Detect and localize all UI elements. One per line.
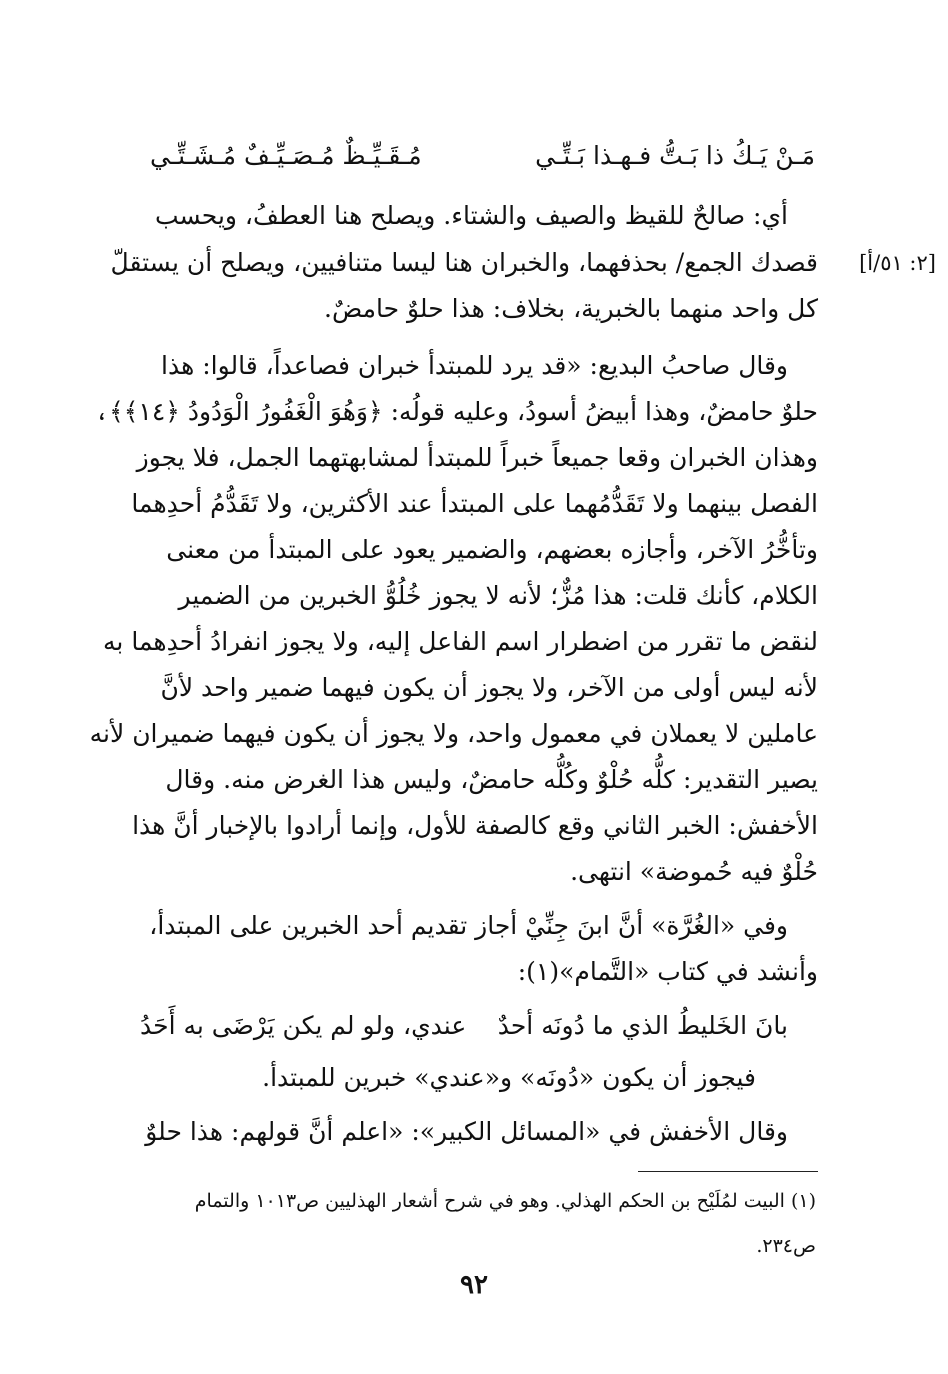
body-line: الكلام، كأنك قلت: هذا مُزٌّ؛ لأنه لا يجوز خُلُوُّ الخبرين من الضمير: [178, 581, 818, 610]
body-line: أي: صالحٌ للقيظ والصيف والشتاء. ويصلح هنا العطفُ، ويحسب: [154, 201, 788, 230]
body-line: الفصل بينهما ولا تَقَدُّمُهما على المبتدأ عند الأكثرين، ولا تَقَدُّمُ أحدِهما: [131, 489, 818, 518]
verse-middle-right-hemistich: بانَ الخَليطُ الذي ما دُونَه أحدٌ: [497, 1011, 788, 1040]
page-number: ٩٢: [460, 1270, 488, 1300]
body-line: عاملين لا يعملان في معمول واحد، ولا يجوز أن يكون فيهما ضميران لأنه: [89, 719, 818, 748]
footnote-separator: [638, 1171, 818, 1172]
body-line: وهذان الخبران وقعا جميعاً خبراً للمبتدأ لمشابهتهما الجمل، فلا يجوز: [136, 443, 818, 472]
body-line: يصير التقدير: كلُّه حُلْوٌ وكُلُّه حامضٌ، وليس هذا الغرض منه. وقال: [165, 765, 818, 794]
body-line: لنقض ما تقرر من اضطرار اسم الفاعل إليه، ولا يجوز انفرادُ أحدِهما به: [103, 627, 818, 656]
body-line: كل واحد منهما بالخبرية، بخلاف: هذا حلوٌ حامضٌ.: [324, 294, 818, 323]
body-line: وتأخُّرُ الآخر، وأجازه بعضهم، والضمير يعود على المبتدأ من معنى: [166, 535, 818, 564]
body-line: قصدك الجمع/ بحذفهما، والخبران هنا ليسا متنافيين، ويصلح أن يستقلّ: [110, 248, 818, 277]
verse-top-left-hemistich: مُـقَـيِّـظٌ مُـصَـيِّـفٌ مُـشَـتِّـي: [150, 141, 422, 170]
manuscript-folio-reference: [٢: ٥١/أ]: [859, 251, 936, 275]
body-line: الأخفش: الخبر الثاني وقع كالصفة للأول، وإنما أرادوا بالإخبار أنَّ هذا: [132, 811, 818, 840]
body-line: وأنشد في كتاب «التَّمام»(١):: [517, 957, 818, 986]
body-line: وقال صاحبُ البديع: «قد يرد للمبتدأ خبران فصاعداً، قالوا: هذا: [161, 351, 788, 380]
body-line: فيجوز أن يكون «دُونَه» و«عندي» خبرين للمبتدأ.: [262, 1063, 756, 1092]
body-line: لأنه ليس أولى من الآخر، ولا يجوز أن يكون فيهما ضمير واحد لأنَّ: [160, 673, 818, 702]
body-line: حلوٌ حامضٌ، وهذا أبيضُ أسودُ، وعليه قولُه: ﴿وَهُوَ الْغَفُورُ الْوَدُودُ ﴿١٤﴾﴾،: [94, 397, 818, 426]
body-line: حُلْوٌ فيه حُموضة» انتهى.: [570, 857, 818, 886]
body-line: وفي «الغُرَّة» أنَّ ابنَ جِنِّيْ أجاز تقديم أحد الخبرين على المبتدأ،: [149, 911, 788, 940]
verse-top-right-hemistich: مَـنْ يَـكُ ذا بَـتُّ فـهـذا بَـتِّـي: [535, 141, 815, 170]
footnote-line: ص٢٣٤.: [756, 1235, 816, 1257]
verse-middle-left-hemistich: عندي، ولو لم يكن يَرْضَى به أَحَدُ: [140, 1011, 467, 1040]
footnote-line: (١) البيت لمُلَيْح بن الحكم الهذلي. وهو في شرح أشعار الهذليين ص١٠١٣ والتمام: [194, 1190, 816, 1212]
body-line: وقال الأخفش في «المسائل الكبير»: «اعلم أنَّ قولهم: هذا حلوٌ: [145, 1117, 788, 1146]
